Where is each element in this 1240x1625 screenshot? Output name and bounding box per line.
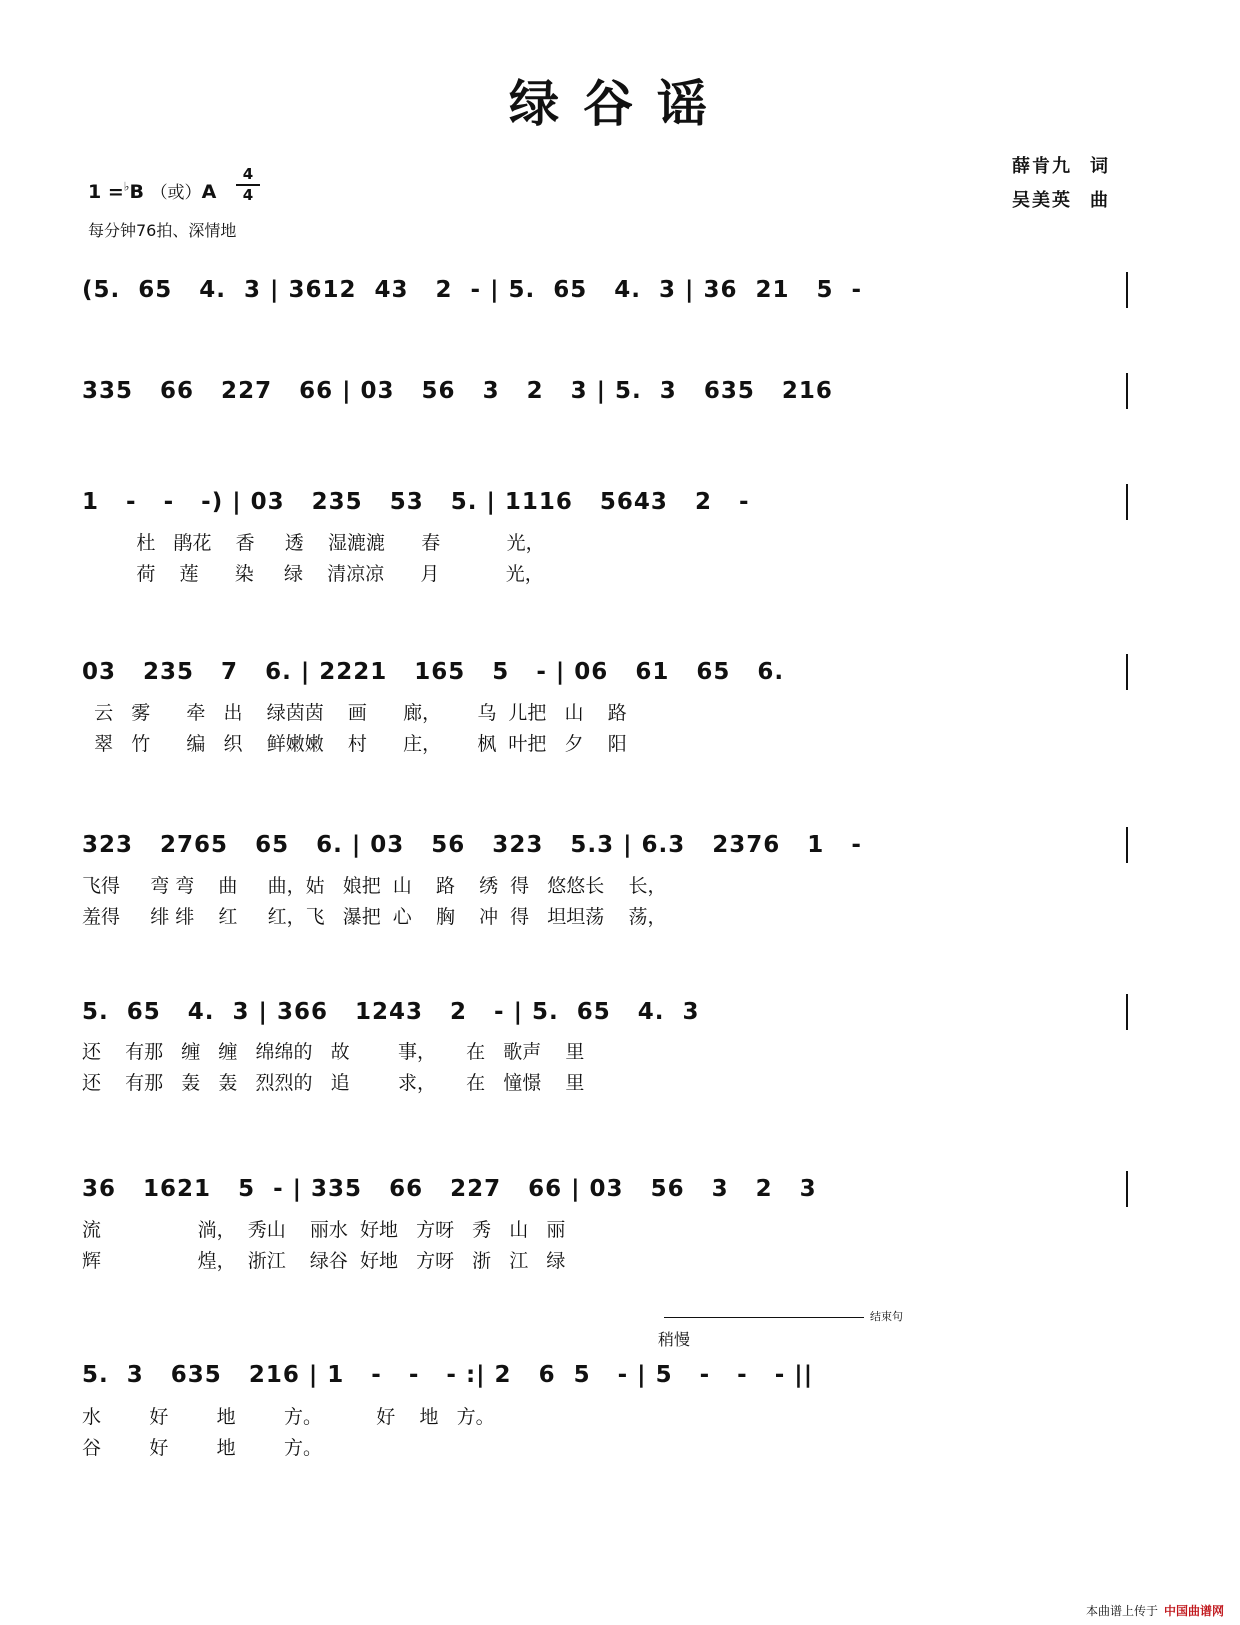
notation-line-1: (5. 65 4. 3 | 3612 43 2 - | 5. 65 4. 3 | 36 21 5 - xyxy=(82,277,863,303)
lyric-line-6-verse-2: 还 有那 轰 轰 烈烈的 追 求， 在 憧憬 里 xyxy=(82,1072,585,1094)
tempo-slow-mark: 稍慢 xyxy=(658,1330,691,1349)
notation-line-8: 5. 3 635 216 | 1 - - - :| 2 6 5 - | 5 - - - || xyxy=(82,1362,814,1388)
notation-line-2: 335 66 227 66 | 03 56 3 2 3 | 5. 3 635 216 xyxy=(82,378,833,404)
ending-bracket: 结束句 xyxy=(658,1308,903,1324)
time-signature: 4 4 xyxy=(236,167,260,203)
lyric-line-7-verse-2: 辉 煌， 浙江 绿谷 好地 方呀 浙 江 绿 xyxy=(82,1250,566,1272)
lyric-line-3-verse-2: 荷 莲 染 绿 清凉凉 月 光， xyxy=(82,563,544,585)
song-title: 绿谷谣 xyxy=(509,74,731,133)
lyric-line-4-verse-1: 云 雾 牵 出 绿茵茵 画 廊， 乌 儿把 山 路 xyxy=(82,702,627,724)
tempo-marking: 每分钟76拍、深情地 xyxy=(88,221,237,240)
lyric-line-7-verse-1: 流 淌， 秀山 丽水 好地 方呀 秀 山 丽 xyxy=(82,1219,566,1241)
lyricist-credit: 薛肯九 词 xyxy=(1012,156,1110,177)
lyric-line-6-verse-1: 还 有那 缠 缠 绵绵的 故 事， 在 歌声 里 xyxy=(82,1041,585,1063)
notation-line-6: 5. 65 4. 3 | 366 1243 2 - | 5. 65 4. 3 xyxy=(82,999,700,1025)
lyric-line-5-verse-1: 飞得 弯 弯 曲 曲，姑 娘把 山 路 绣 得 悠悠长 长， xyxy=(82,875,667,897)
lyric-line-3-verse-1: 杜 鹃花 香 透 湿漉漉 春 光， xyxy=(82,532,545,554)
notation-line-3: 1 - - -) | 03 235 53 5. | 1116 5643 2 - xyxy=(82,489,750,515)
site-watermark: 本曲谱上传于 中国曲谱网 xyxy=(1085,1604,1224,1618)
composer-credit: 吴美英 曲 xyxy=(1012,190,1110,211)
notation-line-7: 36 1621 5 - | 335 66 227 66 | 03 56 3 2 3 xyxy=(82,1176,817,1202)
lyric-line-8-verse-1: 水 好 地 方。 好 地 方。 xyxy=(82,1406,495,1428)
lyric-line-5-verse-2: 羞得 绯 绯 红 红，飞 瀑把 心 胸 冲 得 坦坦荡 荡， xyxy=(82,906,667,928)
lyric-line-8-verse-2: 谷 好 地 方。 xyxy=(82,1437,322,1459)
notation-line-4: 03 235 7 6. | 2221 165 5 - | 06 61 65 6. xyxy=(82,659,785,685)
lyric-line-4-verse-2: 翠 竹 编 织 鲜嫩嫩 村 庄， 枫 叶把 夕 阳 xyxy=(82,733,627,755)
notation-line-5: 323 2765 65 6. | 03 56 323 5.3 | 6.3 2376 1 - xyxy=(82,832,862,858)
key-signature: 1 =♭B （或）A xyxy=(88,179,217,203)
